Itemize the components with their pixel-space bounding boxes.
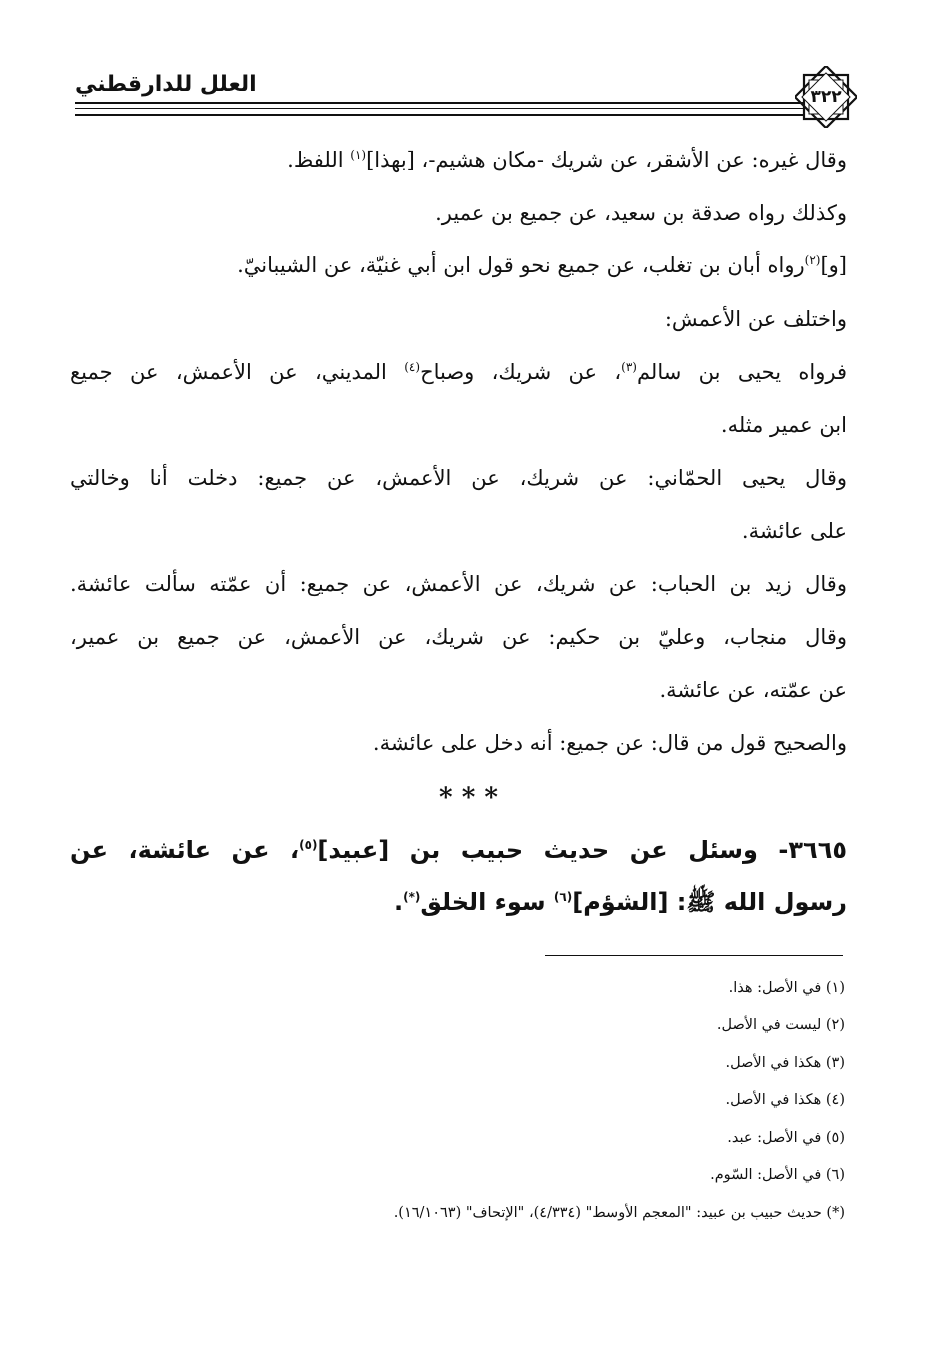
footnote-ref: (٦): [553, 890, 573, 904]
footnote: (٦) في الأصل: السّوم.: [710, 1167, 845, 1183]
text-line: ابن عمير مثله.: [720, 413, 847, 437]
star-separator: * * *: [439, 783, 498, 813]
footnote-ref: (٢): [804, 253, 821, 267]
page-number-badge: [795, 66, 857, 128]
text-line: عن عمّته، عن عائشة.: [659, 678, 847, 702]
text-line: [و]$^{(٢)}$رواه أبان بن تغلب، عن جميع نحو قول ابن أبي غنيّة، عن الشيبانيّ.: [237, 253, 847, 277]
footnote: (١) في الأصل: هذا.: [728, 980, 845, 996]
footnote-ref: (٥): [299, 838, 318, 852]
entry-number: ٣٦٦٥: [788, 836, 847, 864]
text-line: على عائشة.: [741, 519, 847, 543]
text-line: وكذلك رواه صدقة بن سعيد، عن جميع بن عمير.: [435, 201, 847, 225]
footnote-ref: (*): [403, 890, 421, 904]
text-line: والصحيح قول من قال: عن جميع: أنه دخل على عائشة.: [372, 731, 847, 755]
entry-heading: ٣٦٦٥- وسئل عن حديث حبيب بن [عبيد]$^{(٥)}$، عن عائشة، عن: [70, 836, 847, 864]
footnote: (٤) هكذا في الأصل.: [725, 1092, 845, 1108]
text-line: واختلف عن الأعمش:: [664, 307, 847, 331]
header-rule: [75, 114, 803, 116]
book-title: العلل للدارقطني: [75, 72, 257, 97]
footnote: (*) حديث حبيب بن عبيد: "المعجم الأوسط" (٤/٣٣٤)، "الإتحاف" (١٦/١٠٦٣).: [393, 1205, 845, 1221]
text-line: وقال غيره: عن الأشقر، عن شريك -مكان هشيم-، [بهذا]$^{(١)}$ اللفظ.: [287, 148, 847, 172]
header-rule: [75, 102, 803, 104]
text-line: وقال يحيى الحمّاني: عن شريك، عن الأعمش، عن جميع: دخلت أنا وخالتي: [70, 466, 847, 490]
footnote-ref: (٤): [404, 360, 421, 374]
text-line: فرواه يحيى بن سالم$^{(٣)}$، عن شريك، وصباح$^{(٤)}$ المديني، عن الأعمش، عن جميع: [70, 360, 847, 384]
page-header: [75, 62, 865, 124]
text-line: وقال منجاب، وعليّ بن حكيم: عن شريك، عن الأعمش، عن جميع بن عمير،: [70, 625, 847, 649]
entry-heading-line2: رسول الله ﷺ: [الشؤم]$^{(٦)}$ سوء الخلق(*).: [393, 888, 847, 916]
text-line: وقال زيد بن الحباب: عن شريك، عن الأعمش، عن جميع: أن عمّته سألت عائشة.: [70, 572, 847, 596]
footnote: (٣) هكذا في الأصل.: [725, 1055, 845, 1071]
footnote-ref: (٣): [621, 360, 637, 374]
footnote: (٥) في الأصل: عبد.: [727, 1130, 845, 1146]
footnote-ref: (١): [350, 148, 367, 162]
footnote: (٢) ليست في الأصل.: [716, 1017, 845, 1033]
header-rule: [75, 108, 803, 109]
footnote-divider: [545, 955, 843, 956]
section-separator: [0, 783, 937, 813]
page-number: ٣٢٢: [810, 87, 842, 107]
